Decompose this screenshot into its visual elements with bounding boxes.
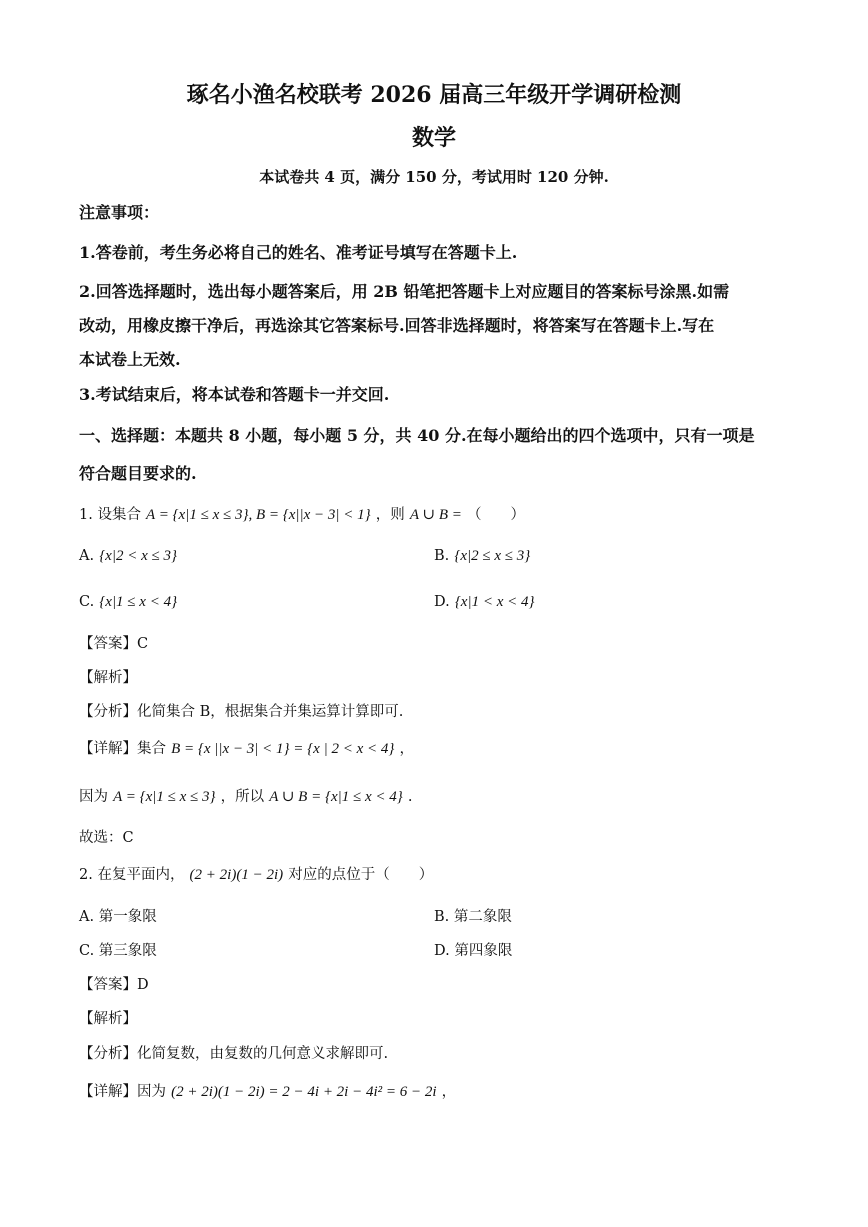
because-mid: ，所以	[220, 789, 265, 805]
question-1-option-d	[434, 591, 535, 611]
because-prefix: 因为	[79, 789, 108, 805]
notice-item-2-line-2: 改动，用橡皮擦干净后，再选涂其它答案标号.回答非选择题时，将答案写在答题卡上.写在	[79, 316, 715, 335]
because-end: .	[407, 789, 413, 805]
question-2-option-a: A. 第一象限	[79, 909, 157, 925]
answer-blank: （ ）	[466, 507, 525, 523]
notice-item-2-line-1: 2.回答选择题时，选出每小题答案后，用 2B 铅笔把答题卡上对应题目的答案标号涂黑.如需	[79, 282, 730, 301]
question-1-because	[79, 785, 412, 806]
option-expr: {x|1 < x < 4}	[454, 594, 535, 610]
question-2-answer: 【答案】D	[79, 977, 149, 993]
option-label: B.	[434, 548, 450, 564]
question-2-option-b: B. 第二象限	[434, 909, 512, 925]
notice-item-2-line-3: 本试卷上无效.	[79, 350, 181, 369]
exam-title: 琢名小渔名校联考 2026 届高三年级开学调研检测	[186, 82, 682, 108]
question-2-prefix: 2. 在复平面内，	[79, 867, 185, 883]
question-1-detail	[79, 737, 414, 758]
detail-prefix: 【详解】集合	[79, 741, 166, 757]
question-1-option-a	[79, 545, 177, 565]
option-label: A.	[79, 548, 95, 564]
detail-prefix: 【详解】因为	[79, 1084, 166, 1100]
detail-suffix: ，	[399, 741, 414, 757]
question-1-fenxi: 【分析】化简集合 B，根据集合并集运算计算即可.	[79, 704, 404, 720]
section-1-heading-line-2: 符合题目要求的.	[79, 464, 197, 483]
because-expr-1: A = {x|1 ≤ x ≤ 3}	[113, 789, 216, 805]
question-1-sets: A = {x|1 ≤ x ≤ 3}, B = {x||x − 3| < 1}	[146, 507, 371, 523]
question-1-option-b	[434, 545, 530, 565]
question-1-stem	[79, 503, 525, 524]
question-2-detail	[79, 1080, 456, 1101]
question-2-option-c: C. 第三象限	[79, 943, 157, 959]
question-2-fenxi: 【分析】化简复数，由复数的几何意义求解即可.	[79, 1046, 389, 1062]
question-1-prefix: 1. 设集合	[79, 507, 141, 523]
option-expr: {x|2 < x ≤ 3}	[99, 548, 177, 564]
notice-item-3: 3.考试结束后，将本试卷和答题卡一并交回.	[79, 385, 390, 404]
detail-suffix: ，	[441, 1084, 457, 1100]
section-1-heading-line-1: 一、选择题：本题共 8 小题，每小题 5 分，共 40 分.在每小题给出的四个选项中，只有一项是	[79, 426, 755, 445]
option-label: D.	[434, 594, 450, 610]
question-2-suffix: 对应的点位于（ ）	[288, 867, 434, 883]
question-2-stem	[79, 863, 433, 884]
option-expr: {x|2 ≤ x ≤ 3}	[454, 548, 531, 564]
question-1-answer: 【答案】C	[79, 636, 149, 652]
exam-info: 本试卷共 4 页，满分 150 分，考试用时 120 分钟.	[259, 168, 609, 186]
question-1-choose: 故选：C	[79, 830, 134, 846]
question-1-analysis-heading: 【解析】	[79, 670, 137, 686]
question-1-union: A ∪ B =	[409, 507, 462, 523]
question-2-analysis-heading: 【解析】	[79, 1011, 137, 1027]
detail-expr: (2 + 2i)(1 − 2i) = 2 − 4i + 2i − 4i² = 6 − 2i	[171, 1084, 437, 1100]
question-1-mid: ，则	[375, 507, 405, 523]
option-label: C.	[79, 594, 95, 610]
option-expr: {x|1 ≤ x < 4}	[99, 594, 178, 610]
because-expr-2: A ∪ B = {x|1 ≤ x < 4}	[269, 789, 403, 805]
notice-item-1: 1.答卷前，考生务必将自己的姓名、准考证号填写在答题卡上.	[79, 243, 518, 262]
detail-expr: B = {x ||x − 3| < 1} = {x | 2 < x < 4}	[171, 741, 395, 757]
notice-heading: 注意事项：	[79, 203, 160, 222]
subject-title: 数学	[411, 125, 456, 151]
question-2-expr: (2 + 2i)(1 − 2i)	[189, 867, 284, 883]
question-2-option-d: D. 第四象限	[434, 943, 513, 959]
question-1-option-c	[79, 591, 177, 611]
